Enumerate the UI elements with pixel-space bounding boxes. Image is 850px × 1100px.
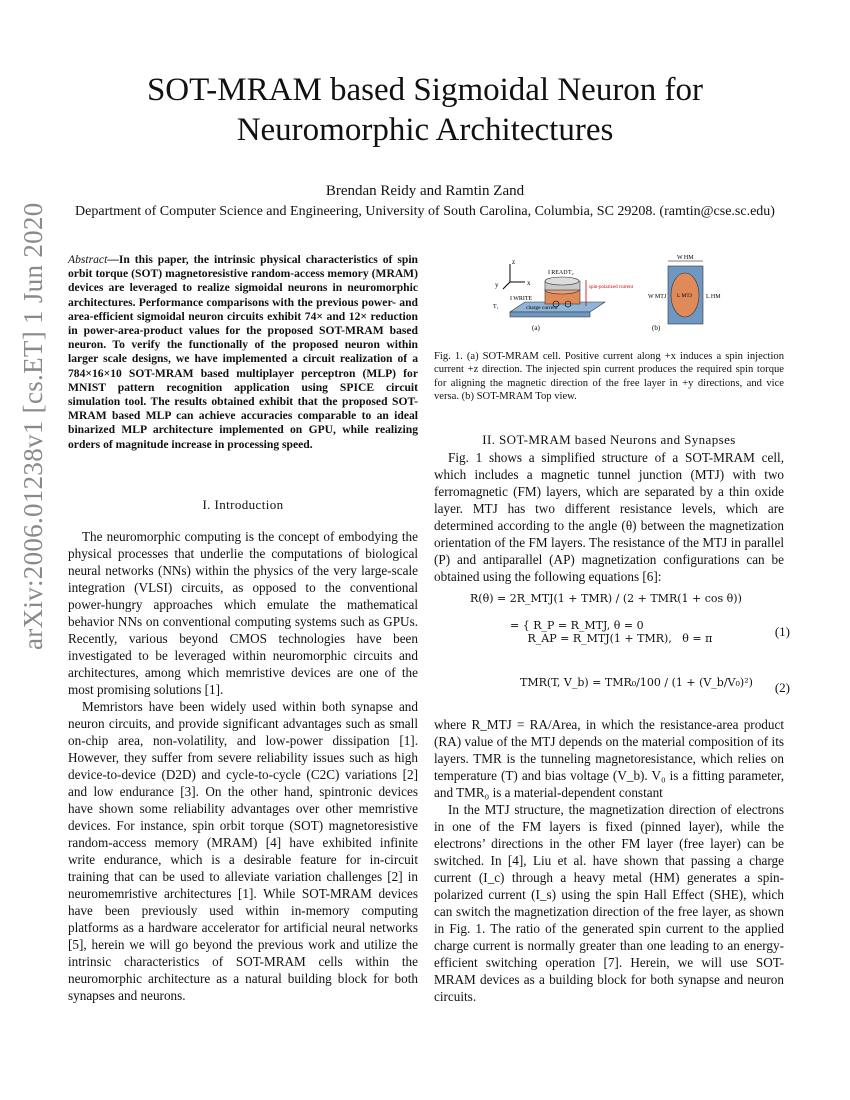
paper-title [60, 70, 790, 150]
t1-label: T₁ [493, 304, 499, 310]
iread-label: I READ [548, 270, 568, 276]
section-2-paragraph-3: In the MTJ structure, the magnetization direction of electrons in one of the FM layers is fixed (pinned layer), while the electrons’ directions in the other FM layer (free layer) can be switched. In [4], Liu et al. have shown that passing a charge current (I_c) through a heavy metal (HM) generates a spin-polarized current (I_s) using the spin Hall Effect (SHE), which can switch the magnetization direction of the free layer, as shown in Fig. 1. The ratio of the generated spin current to the applied charge current is normally greater than one leading to an energy-efficient switching operation [7]. Herein, we will use SOT-MRAM devices as a building block for both synapse and neuron circuits. [434, 802, 784, 1004]
axis-x-label: x [527, 279, 531, 287]
equation-1-line-3: R_AP = R_MTJ(1 + TMR), θ = π [510, 632, 713, 645]
figure-1a-label: (a) [532, 324, 540, 332]
section-1-heading: I. Introduction [202, 497, 284, 512]
iwrite-label: I WRITE [510, 296, 533, 302]
equation-1-line-1: R(θ) = 2R_MTJ(1 + TMR) / (2 + TMR(1 + cos θ)) [470, 592, 742, 605]
abstract [68, 253, 418, 452]
equation-1-line-2: = { R_P = R_MTJ, θ = 0 [510, 619, 644, 632]
intro-paragraph-1: The neuromorphic computing is the concept of embodying the physical processes that underlie the computations of biological neural networks (NNs) within the physics of the very large-scale integration (VLSI) circuits, as opposed to the conventional power-hungry approaches which emulate the mathematical behavior NNs on conventional computing systems such as GPUs. Recently, various beyond CMOS technologies have been investigated to be leveraged within neuromorphic circuits and architectures, among which memristive devices are one of the most promising solutions [1]. [68, 529, 418, 697]
section-2-body [434, 716, 784, 1005]
equation-1-number: (1) [774, 624, 790, 639]
abstract-text: —In this paper, the intrinsic physical characteristics of spin orbit torque (SOT) magnetoresistive random-access memory (MRAM) devices are leveraged to realize sigmoidal neurons in neuromorphic architectures. Performance comparisons with the previous power- and area-efficient sigmoidal neuron circuits exhibit 74× and 12× reduction in power-area-product values for the proposed SOT-MRAM based neuron. To verify the functionally of the proposed neuron within larger scale designs, we have implemented a circuit realization of a 784×16×10 SOT-MRAM based multiplayer perceptron (MLP) for MNIST pattern recognition application using SPICE circuit simulation tool. The results obtained exhibit that the proposed SOT-MRAM based MLP can achieve accuracies comparable to an ideal binarized MLP architecture implemented on GPU, while realizing orders of magnitude increase in processing speed. [68, 253, 418, 451]
charge-current-label: charge current [526, 305, 558, 311]
t2-label: T₂ [568, 270, 574, 276]
section-2-paragraph-1: Fig. 1 shows a simplified structure of a SOT-MRAM cell, which includes a magnetic tunnel junction (MTJ) with two ferromagnetic (FM) layers, which are separated by a thin oxide layer. MTJ has two different resistance levels, which are determined according to the angle (θ) between the magnetization orientation of the FM layers. The resistance of the MTJ in parallel (P) and antiparallel (AP) magnetization configurations can be obtained using the following equations [6]: [434, 450, 784, 584]
spin-current-label: spin-polarized current [589, 285, 634, 290]
lhm-label: L HM [706, 294, 721, 300]
figure-1b [648, 255, 721, 332]
wmtj-label: W MTJ [648, 294, 667, 300]
introduction-body [68, 528, 418, 1004]
title-line-2: Neuromorphic Architectures [236, 112, 614, 148]
abstract-label: Abstract [68, 253, 108, 266]
equation-2-body: TMR(T, V_b) = TMR₀/100 / (1 + (V_b/V₀)²) [520, 676, 753, 689]
equation-1 [470, 592, 790, 664]
affiliation: Department of Computer Science and Engineering, University of South Carolina, Columbia, SC 29208. (ramtin@cse.sc.edu) [75, 204, 775, 219]
intro-paragraph-2: Memristors have been widely used within both synapse and neuron circuits, and provide significant advantages such as small on-chip area, non-volatility, and low-power dissipation [1]. However, they suffer from severe reliability issues such as high device-to-device (D2D) and cycle-to-cycle (C2C) variations [2] and low endurance [3]. On the other hand, spintronic devices have shown some reliability advantages over other memristive devices. For instance, spin orbit torque (SOT) magnetoresistive random-access memory (MRAM) [4] have exhibited infinite write endurance, which is a desirable feature for in-circuit training that can be used to alleviate variation challenges [2] in neuromemristive architectures [1]. While SOT-MRAM devices have been previously used within in-memory computing platforms as a hardware accelerator for artificial neural networks [5], herein we will go beyond the previous work and utilize the intrinsic characteristics of SOT-MRAM cells within the neuromorphic architecture as a natural building block for both synapses and neurons. [68, 699, 418, 1003]
arxiv-side-label: arXiv:2006.01238v1 [cs.ET] 1 Jun 2020 [18, 202, 48, 650]
section-2-intro [434, 449, 784, 585]
figure-1b-label: (b) [652, 324, 661, 332]
whm-label: W HM [677, 255, 694, 261]
figure-1a [493, 258, 634, 332]
authors: Brendan Reidy and Ramtin Zand [325, 183, 525, 199]
axis-z-label: z [512, 258, 516, 266]
equation-2-number: (2) [774, 680, 790, 695]
lmtj-label: L MTJ [677, 293, 692, 299]
section-2-heading: II. SOT-MRAM based Neurons and Synapses [482, 432, 736, 447]
figure-1-caption: Fig. 1. (a) SOT-MRAM cell. Positive current along +x induces a spin injection current +z direction. The injected spin current produces the required spin torque for aligning the magnetic direction of the free layer in +y directions, and vice versa. (b) SOT-MRAM Top view. [434, 351, 784, 402]
axis-y-label: y [495, 281, 499, 289]
title-line-1: SOT-MRAM based Sigmoidal Neuron for [146, 72, 704, 108]
equation-2 [470, 676, 790, 702]
figure-1 [490, 252, 730, 337]
section-2-paragraph-2: where R_MTJ = RA/Area, in which the resistance-area product (RA) value of the MTJ depends on the material composition of its layers. TMR is the tunneling magnetoresistance, which relies on temperature (T) and bias voltage (V_b). V₀ is a fitting parameter, and TMR₀ is a material-dependent constant [434, 717, 784, 800]
